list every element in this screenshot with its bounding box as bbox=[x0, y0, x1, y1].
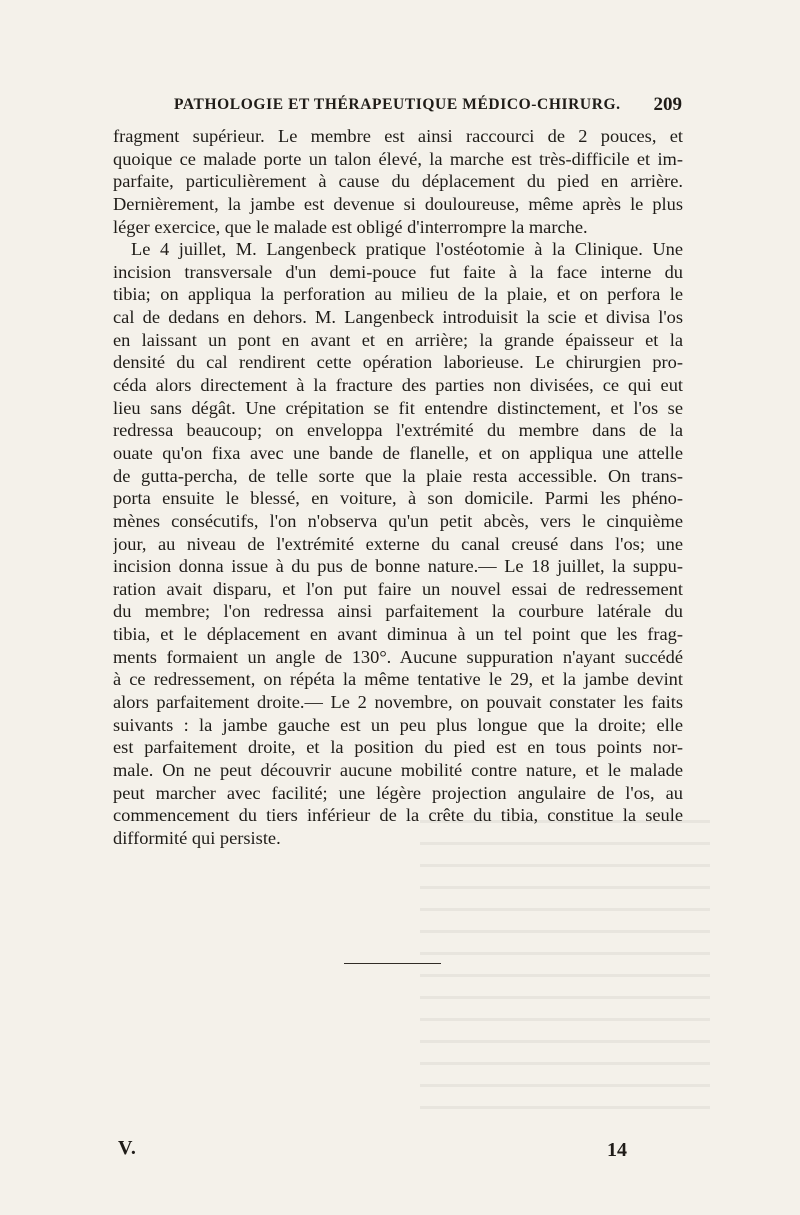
text-line: fragment supérieur. Le membre est ainsi raccourci de 2 pouces, et bbox=[113, 126, 683, 146]
text-line: jour, au niveau de l'extrémité externe du canal creusé dans l'os; une bbox=[113, 533, 683, 554]
text-line: incision transversale d'un demi-pouce fut faite à la face interne du bbox=[113, 261, 683, 282]
text-line: Dernièrement, la jambe est devenue si douloureuse, même après le plus bbox=[113, 193, 683, 214]
sheet-number: 14 bbox=[607, 1139, 627, 1161]
text-line: redressa beaucoup; on enveloppa l'extrémité du membre dans de la bbox=[113, 420, 683, 441]
text-line: de gutta-percha, de telle sorte que la plaie resta accessible. On trans- bbox=[113, 465, 683, 486]
text-line: cal de dedans en dehors. M. Langenbeck introduisit la scie et divisa l'os bbox=[113, 307, 683, 328]
show-through-texture bbox=[420, 820, 710, 1120]
text-line: commencement du tiers inférieur de la crête du tibia, constitue la seule bbox=[113, 805, 683, 826]
text-line: ration avait disparu, et l'on put faire un nouvel essai de redressement bbox=[113, 578, 683, 599]
text-line: du membre; l'on redressa ainsi parfaitement la courbure latérale du bbox=[113, 601, 683, 622]
text-line: ments formaient un angle de 130°. Aucune suppuration n'ayant succédé bbox=[113, 646, 683, 667]
text-line: est parfaitement droite, et la position du pied est en tous points nor- bbox=[113, 737, 683, 758]
text-line: ouate qu'on fixa avec une bande de flanelle, et on appliqua une attelle bbox=[113, 442, 683, 463]
text-line: tibia; on appliqua la perforation au milieu de la plaie, et on perfora le bbox=[113, 284, 683, 305]
running-head bbox=[112, 96, 682, 122]
text-line: lieu sans dégât. Une crépitation se fit entendre distinctement, et l'os se bbox=[113, 397, 683, 418]
signature-mark: V. bbox=[118, 1137, 137, 1159]
text-line: Le 4 juillet, M. Langenbeck pratique l'ostéotomie à la Clinique. Une bbox=[131, 239, 683, 260]
text-line: porta ensuite le blessé, en voiture, à son domicile. Parmi les phéno- bbox=[113, 488, 683, 509]
page-number: 209 bbox=[653, 94, 682, 115]
text-line: alors parfaitement droite.— Le 2 novembre, on pouvait constater les faits bbox=[113, 692, 683, 713]
text-line: male. On ne peut découvrir aucune mobilité contre nature, et le malade bbox=[113, 759, 683, 780]
running-title: PATHOLOGIE ET THÉRAPEUTIQUE MÉDICO-CHIRURG. bbox=[174, 96, 621, 113]
text-line: tibia, et le déplacement en avant diminua à un tel point que les frag- bbox=[113, 624, 683, 645]
text-line: à ce redressement, on répéta la même tentative le 29, et la jambe devint bbox=[113, 669, 683, 690]
text-line: mènes consécutifs, l'on n'observa qu'un petit abcès, vers le cinquième bbox=[113, 510, 683, 531]
text-line: incision donna issue à du pus de bonne nature.— Le 18 juillet, la suppu- bbox=[113, 556, 683, 577]
section-separator bbox=[344, 963, 441, 964]
text-line: quoique ce malade porte un talon élevé, la marche est très-difficile et im- bbox=[113, 148, 683, 169]
text-line: peut marcher avec facilité; une légère projection angulaire de l'os, au bbox=[113, 782, 683, 803]
text-line: en laissant un pont en avant et en arrière; la grande épaisseur et la bbox=[113, 329, 683, 350]
text-line: céda alors directement à la fracture des parties non divisées, ce qui eut bbox=[113, 375, 683, 396]
text-line: suivants : la jambe gauche est un peu plus longue que la droite; elle bbox=[113, 714, 683, 735]
text-line: densité du cal rendirent cette opération laborieuse. Le chirurgien pro- bbox=[113, 352, 683, 373]
body-text bbox=[113, 125, 683, 850]
text-line: parfaite, particulièrement à cause du déplacement du pied en arrière. bbox=[113, 171, 683, 192]
text-line: difformité qui persiste. bbox=[113, 827, 281, 848]
text-line: léger exercice, que le malade est obligé d'interrompre la marche. bbox=[113, 216, 588, 237]
